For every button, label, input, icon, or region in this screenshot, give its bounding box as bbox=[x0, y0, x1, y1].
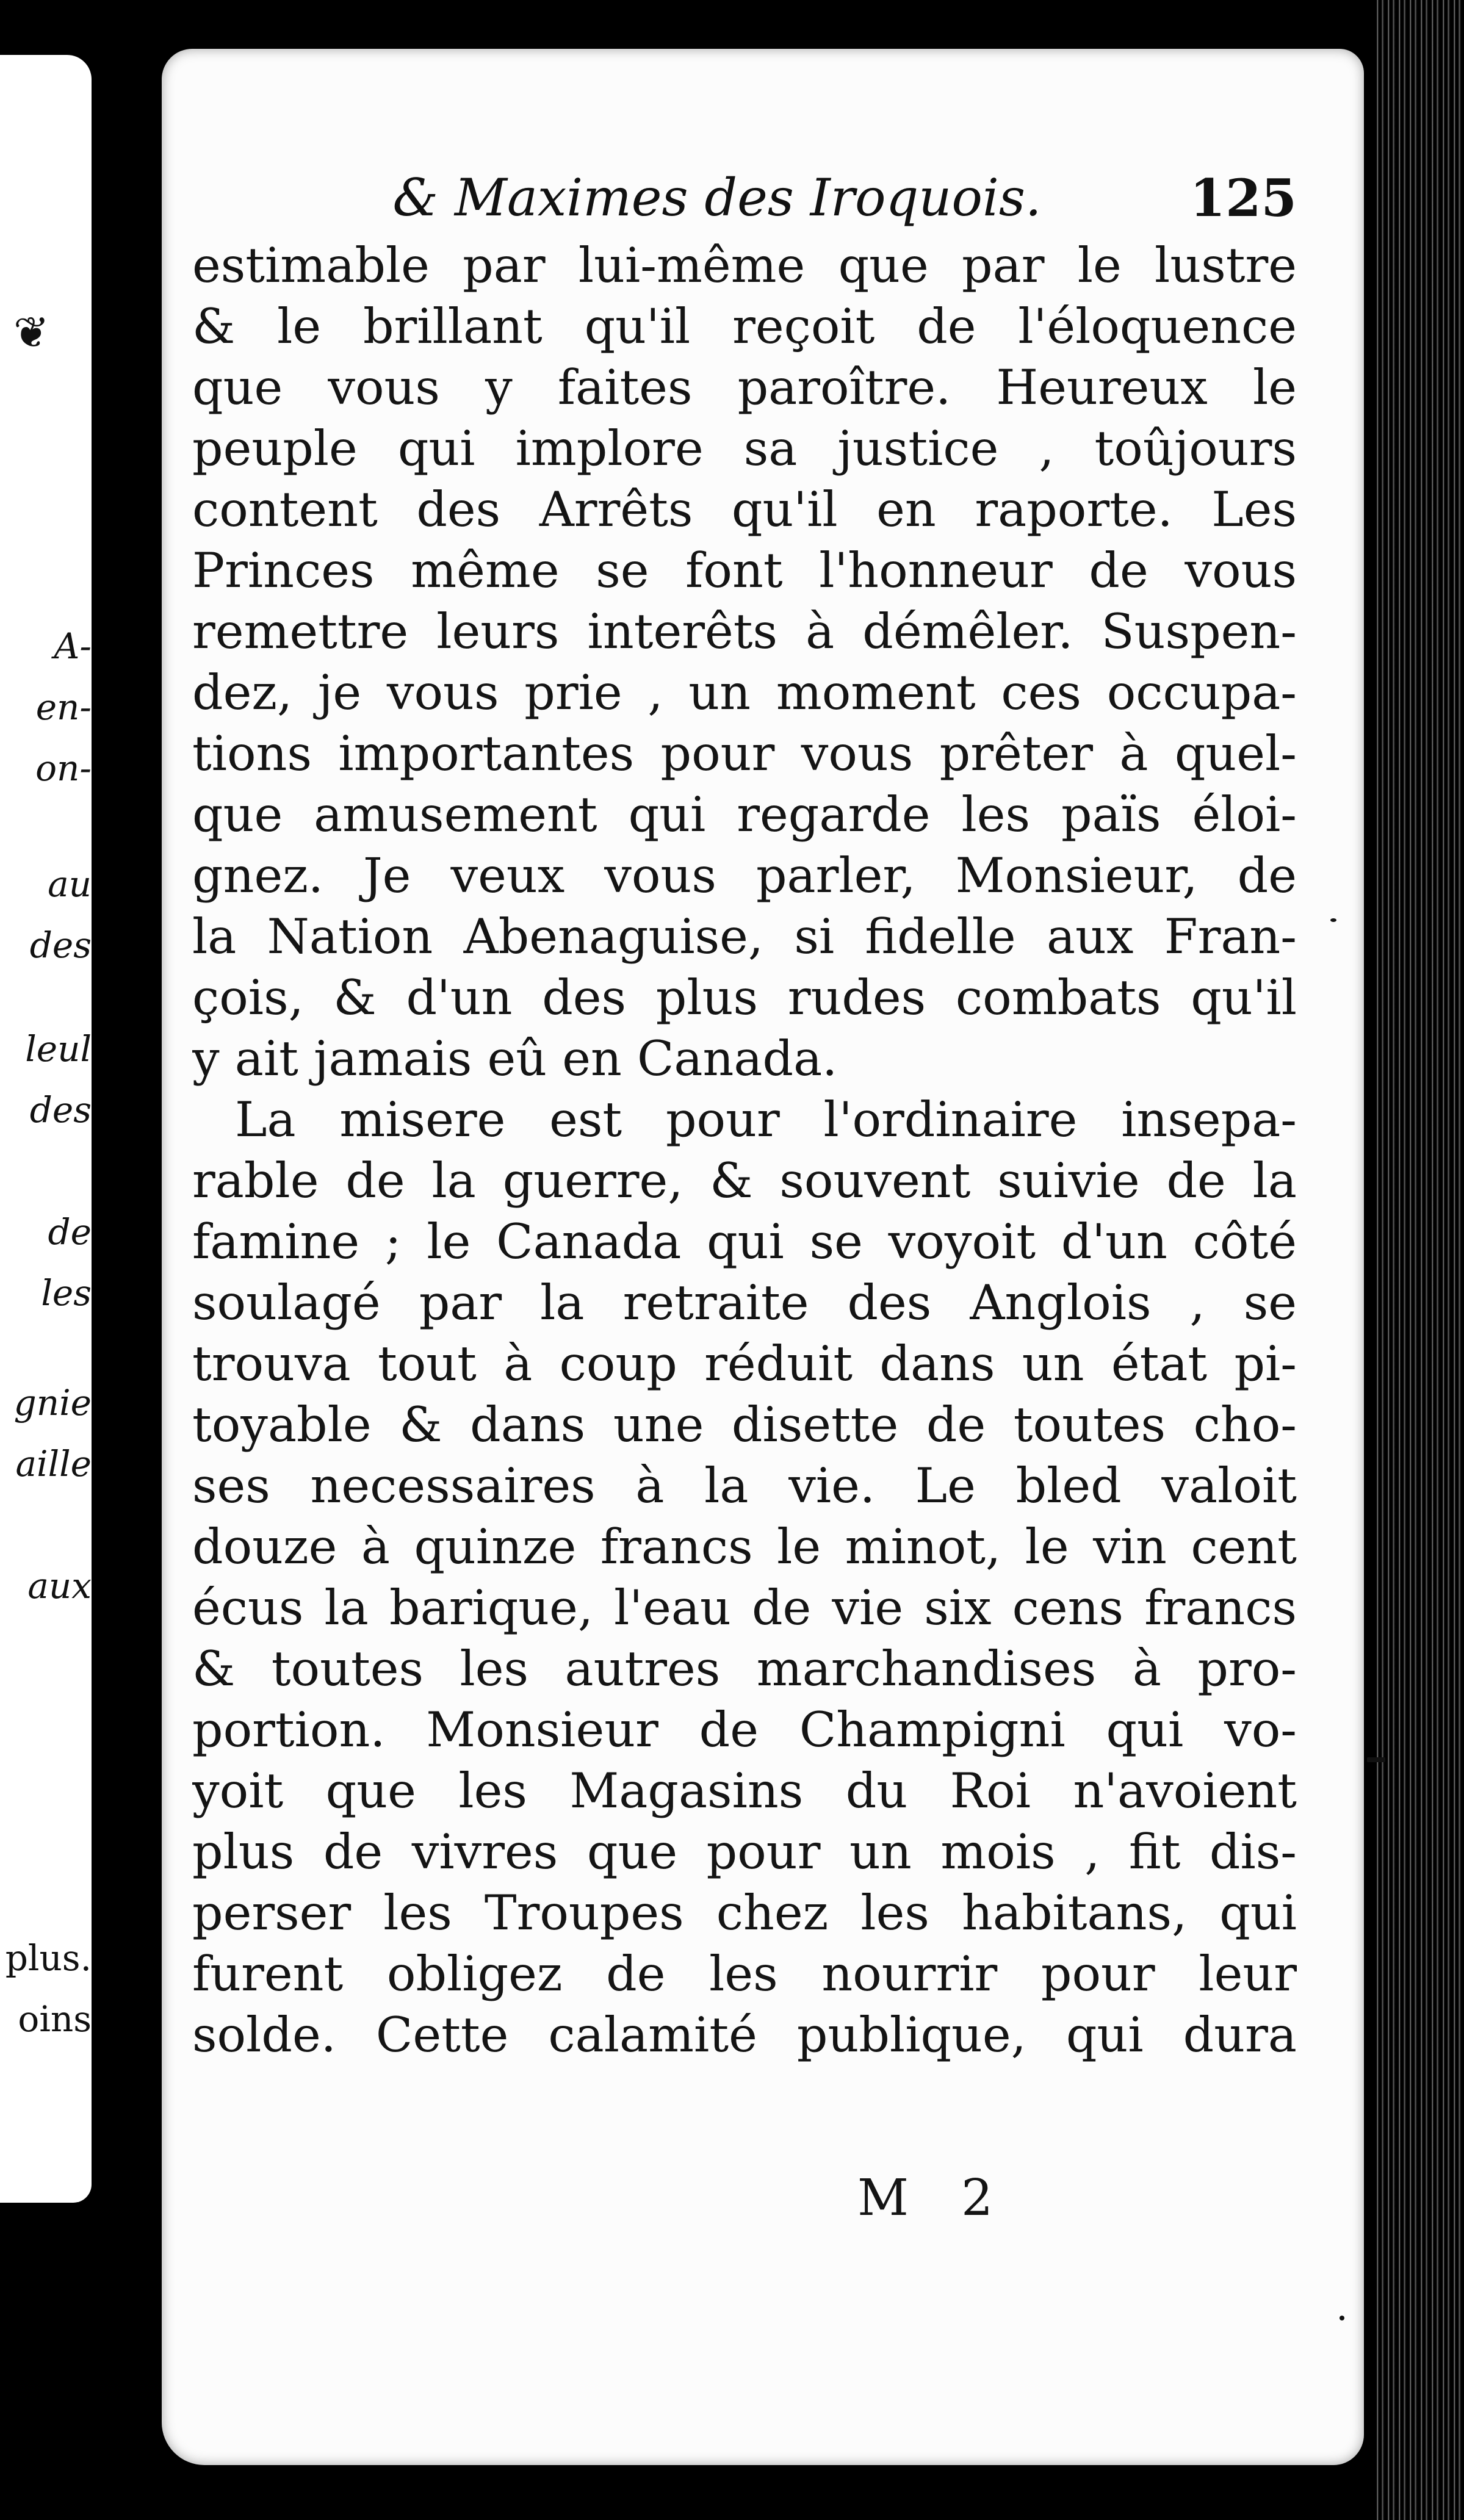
previous-page-fragment: des bbox=[29, 1089, 92, 1131]
text-line: toyable & dans une disette de toutes cho- bbox=[192, 1397, 1297, 1453]
speck bbox=[1340, 2316, 1344, 2320]
ornament-icon: ❦ bbox=[13, 308, 49, 358]
text-line: portion. Monsieur de Champigni qui vo- bbox=[192, 1702, 1297, 1758]
previous-page-fragment: oins bbox=[18, 1998, 92, 2040]
previous-page-fragment: au bbox=[48, 863, 92, 905]
text-line: çois, & d'un des plus rudes combats qu'il bbox=[192, 970, 1297, 1026]
text-line: douze à quinze francs le minot, le vin cent bbox=[192, 1519, 1297, 1575]
previous-page-fragment: de bbox=[48, 1211, 92, 1253]
text-line: la Nation Abenaguise, si fidelle aux Fran- bbox=[192, 909, 1297, 965]
previous-page-fragment: aille bbox=[15, 1443, 92, 1485]
text-line: gnez. Je veux vous parler, Monsieur, de bbox=[192, 848, 1297, 904]
speck bbox=[1330, 918, 1336, 922]
text-line: ses necessaires à la vie. Le bled valoit bbox=[192, 1458, 1297, 1514]
previous-page-fragment: on- bbox=[35, 747, 92, 789]
text-line: que amusement qui regarde les païs éloi- bbox=[192, 787, 1297, 843]
book-edge bbox=[1373, 0, 1464, 2520]
previous-page-fragment: en- bbox=[35, 686, 92, 728]
speck bbox=[1367, 1757, 1385, 1762]
text-line: plus de vivres que pour un mois , fit dis- bbox=[192, 1824, 1297, 1880]
text-line: famine ; le Canada qui se voyoit d'un côté bbox=[192, 1214, 1297, 1270]
text-line: dez, je vous prie , un moment ces occupa- bbox=[192, 664, 1297, 721]
text-line: & toutes les autres marchandises à pro- bbox=[192, 1641, 1297, 1697]
text-line: perser les Troupes chez les habitans, qui bbox=[192, 1885, 1297, 1941]
text-line: content des Arrêts qu'il en raporte. Les bbox=[192, 481, 1297, 538]
text-line: écus la barique, l'eau de vie six cens francs bbox=[192, 1580, 1297, 1636]
text-line: que vous y faites paroître. Heureux le bbox=[192, 359, 1297, 416]
previous-page-fragment: gnie bbox=[13, 1382, 92, 1424]
text-line: peuple qui implore sa justice , toûjours bbox=[192, 420, 1297, 477]
text-line: & le brillant qu'il reçoit de l'éloquence bbox=[192, 298, 1297, 355]
previous-page-fragment: leul bbox=[25, 1028, 92, 1070]
text-line: rable de la guerre, & souvent suivie de la bbox=[192, 1153, 1297, 1209]
page-number: 125 bbox=[1189, 168, 1297, 228]
previous-page-fragment: aux bbox=[27, 1565, 92, 1607]
text-line: yoit que les Magasins du Roi n'avoient bbox=[192, 1763, 1297, 1819]
running-head bbox=[308, 168, 1297, 235]
text-line: remettre leurs interêts à démêler. Suspen- bbox=[192, 603, 1297, 660]
text-line: La misere est pour l'ordinaire insepa- bbox=[235, 1092, 1297, 1148]
running-title: & Maximes des Iroquois. bbox=[392, 168, 1042, 228]
text-line: y ait jamais eû en Canada. bbox=[192, 1031, 838, 1087]
previous-page-fragment: des bbox=[29, 924, 92, 966]
body-text bbox=[192, 235, 1297, 2065]
text-line: tions importantes pour vous prêter à quel- bbox=[192, 725, 1297, 782]
previous-page-fragment: plus. bbox=[5, 1937, 92, 1979]
text-line: Princes même se font l'honneur de vous bbox=[192, 542, 1297, 599]
previous-page-fragment: A- bbox=[54, 625, 92, 667]
previous-page-edge bbox=[0, 55, 92, 2203]
text-line: furent obligez de les nourrir pour leur bbox=[192, 1946, 1297, 2002]
book-page bbox=[162, 49, 1364, 2465]
previous-page-fragment: les bbox=[41, 1272, 92, 1314]
text-line: soulagé par la retraite des Anglois , se bbox=[192, 1275, 1297, 1331]
text-line: solde. Cette calamité publique, qui dura bbox=[192, 2007, 1297, 2063]
signature-mark: M 2 bbox=[857, 2169, 1012, 2227]
text-line: estimable par lui-même que par le lustre bbox=[192, 237, 1297, 293]
text-line: trouva tout à coup réduit dans un état pi- bbox=[192, 1336, 1297, 1392]
